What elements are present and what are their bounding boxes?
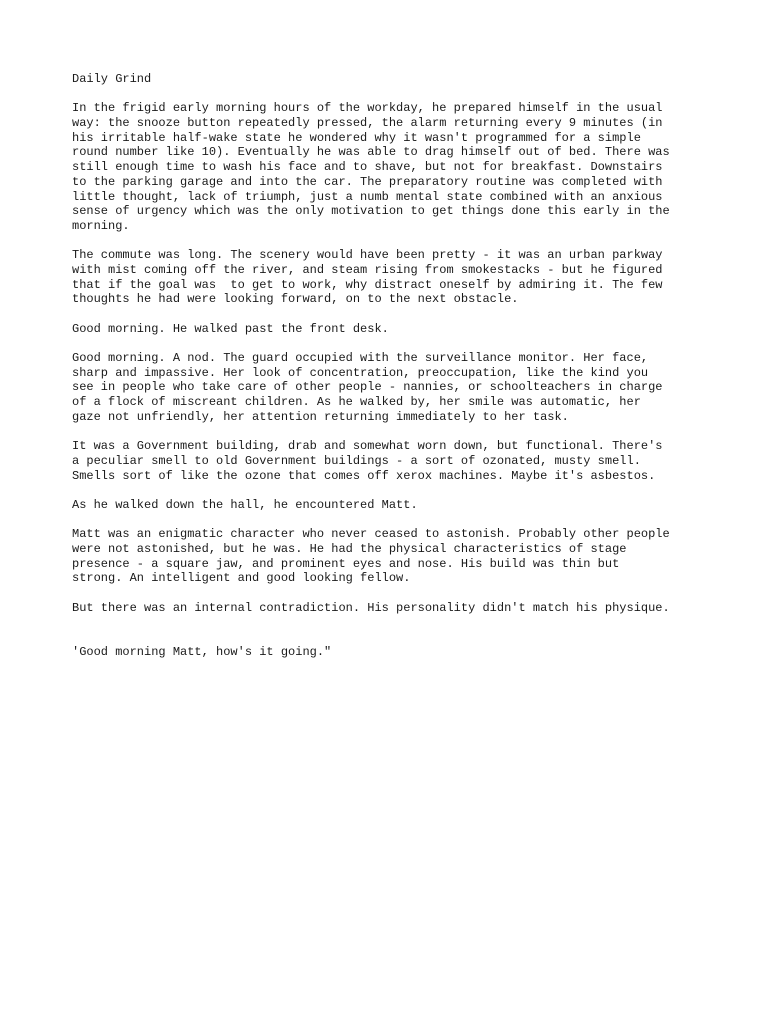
text-line: little thought, lack of triumph, just a numb mental state combined with an anxious [72,189,663,204]
text-line: Matt was an enigmatic character who never ceased to astonish. Probably other people [72,527,670,542]
paragraph-3 [72,322,712,337]
text-line: with mist coming off the river, and steam rising from smokestacks - but he figured [72,262,663,277]
text-line: his irritable half-wake state he wondered why it wasn't programmed for a simple [72,130,641,145]
paragraph-5 [72,439,712,483]
paragraph-4 [72,351,712,424]
blank-line [72,630,712,645]
paragraph-6 [72,498,712,513]
text-line: sharp and impassive. Her look of concentration, preoccupation, like the kind you [72,365,649,380]
document-page [72,72,712,660]
text-line: gaze not unfriendly, her attention returning immediately to her task. [72,409,569,424]
text-line: sense of urgency which was the only motivation to get things done this early in the [72,204,670,219]
text-line: morning. [72,218,130,233]
text-line: But there was an internal contradiction. His personality didn't match his physique. [72,600,670,615]
paragraph-8 [72,601,712,616]
text-line: Smells sort of like the ozone that comes off xerox machines. Maybe it's asbestos. [72,468,656,483]
text-line: Good morning. He walked past the front desk. [72,321,389,336]
paragraph-2 [72,248,712,307]
closing-dialogue-line: 'Good morning Matt, how's it going." [72,644,332,659]
text-line: As he walked down the hall, he encountered Matt. [72,497,418,512]
text-line: to the parking garage and into the car. The preparatory routine was completed with [72,174,663,189]
text-line: see in people who take care of other people - nannies, or schoolteachers in charge [72,380,663,395]
text-line: still enough time to wash his face and to shave, but not for breakfast. Downstairs [72,160,663,175]
text-line: a peculiar smell to old Government buildings - a sort of ozonated, musty smell. [72,453,641,468]
text-line: presence - a square jaw, and prominent eyes and nose. His build was thin but [72,556,620,571]
text-line: The commute was long. The scenery would have been pretty - it was an urban parkway [72,248,663,263]
text-line: round number like 10). Eventually he was able to drag himself out of bed. There was [72,145,670,160]
text-line: that if the goal was to get to work, why distract oneself by admiring it. The few [72,277,663,292]
text-line: of a flock of miscreant children. As he walked by, her smile was automatic, her [72,395,641,410]
document-title: Daily Grind [72,72,152,86]
text-line: were not astonished, but he was. He had the physical characteristics of stage [72,542,627,556]
text-line: It was a Government building, drab and somewhat worn down, but functional. There's [72,439,663,454]
text-line: thoughts he had were looking forward, on to the next obstacle. [72,292,519,307]
paragraph-1 [72,101,712,233]
paragraph-7 [72,527,712,586]
text-line: Good morning. A nod. The guard occupied with the surveillance monitor. Her face, [72,351,649,366]
text-line: strong. An intelligent and good looking fellow. [72,571,411,586]
text-line: way: the snooze button repeatedly pressed, the alarm returning every 9 minutes (in [72,116,663,131]
text-line: In the frigid early morning hours of the workday, he prepared himself in the usual [72,101,663,116]
